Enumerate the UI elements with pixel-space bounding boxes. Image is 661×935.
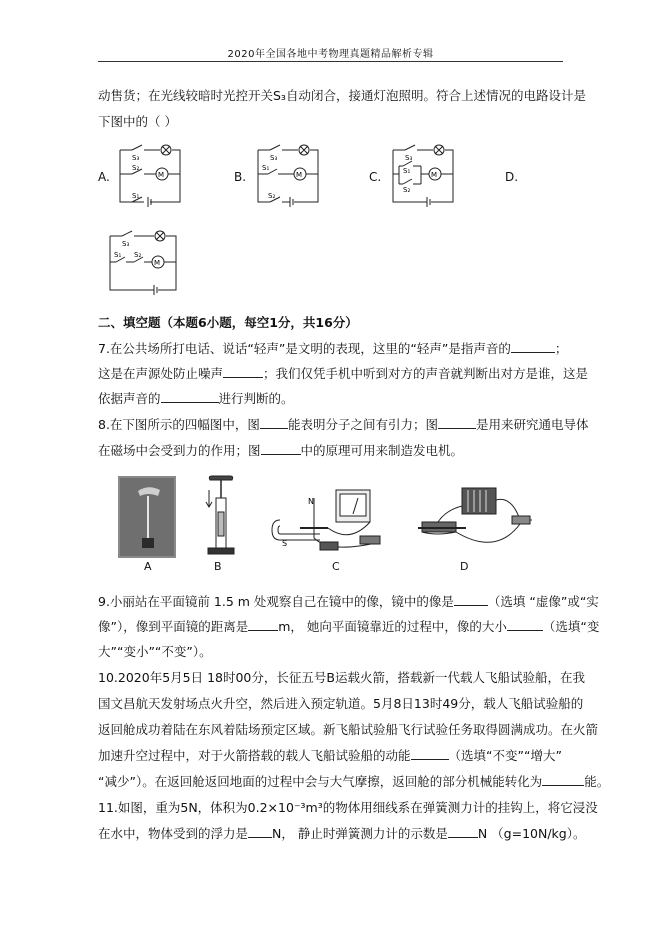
circuit-a-motor: M [158, 171, 165, 179]
header-divider [98, 61, 563, 62]
circuit-a-s3: S₃ [132, 154, 140, 162]
q11-text-2c: N （g=10N/kg）。 [477, 826, 586, 841]
q8-text-2a: 在磁场中会受到力的作用；图 [98, 443, 261, 458]
circuit-c-s3: S₃ [405, 154, 413, 162]
q7-text-2a: 这是在声源处防止噪声 [98, 366, 224, 381]
q7-text-2b: ；我们仅凭手机中听到对方的声音就判断出对方是谁，这是 [263, 366, 589, 381]
figure-a-image [118, 476, 176, 558]
circuit-b-s3: S₃ [270, 154, 278, 162]
circuit-d-s1: S₁ [114, 251, 122, 259]
q7-text-1b: ； [554, 341, 568, 356]
q11-text-2a: 在水中，物体受到的浮力是 [98, 826, 249, 841]
q9-line3: 大”“变小”“不变”）。 [98, 644, 212, 659]
q10-text-4a: 加速升空过程中，对于火箭搭载的载人飞船试验船的动能 [98, 748, 411, 763]
q7-line3 [98, 389, 294, 407]
q9-blank-1[interactable] [454, 594, 488, 606]
q6-line2: 下图中的（ ） [98, 114, 177, 129]
q9-text-1b: （选填 “虚像”或“实 [487, 594, 599, 609]
q7-blank-2[interactable] [223, 366, 263, 378]
q8-blank-2[interactable] [438, 417, 476, 429]
figure-d-caption: D [460, 560, 469, 573]
circuit-c-motor: M [431, 171, 438, 179]
circuit-d-s2: S₂ [134, 251, 142, 259]
q7-blank-3[interactable] [161, 391, 219, 403]
q7-line2 [98, 364, 588, 382]
q9-text-1a: 9.小丽站在平面镜前 1.5 m 处观察自己在镜中的像，镜中的像是 [98, 594, 454, 609]
q10-text-5b: 能。 [584, 774, 610, 789]
q10-line5 [98, 772, 609, 790]
circuit-a-s2: S₂ [132, 164, 140, 172]
circuit-c-diagram [385, 140, 457, 210]
figure-b-caption: B [214, 560, 222, 573]
figure-a-caption: A [144, 560, 152, 573]
option-c-label: C. [369, 170, 382, 184]
figure-b-image [198, 472, 242, 560]
q10-line4 [98, 746, 562, 764]
circuit-b-diagram [250, 140, 322, 210]
q8-line1 [98, 415, 588, 433]
q10-line1: 10.2020年5月5日 18时00分，长征五号B运载火箭，搭载新一代载人飞船试验船，在我 [98, 670, 585, 685]
q7-text-3a: 依据声音的 [98, 391, 161, 406]
q11-text-2b: N， 静止时弹簧测力计的示数是 [272, 826, 448, 841]
q8-line2 [98, 441, 463, 459]
circuit-a-s1: S₁ [132, 192, 140, 200]
q8-text-1a: 8.在下图所示的四幅图中，图 [98, 417, 260, 432]
circuit-c-s1: S₁ [403, 167, 411, 175]
circuit-b-s1: S₁ [262, 164, 270, 172]
q11-line1: 11.如图，重为5N，体积为0.2×10⁻³m³的物体用细线系在弹簧测力计的挂钩上，将它浸没 [98, 800, 598, 815]
figure-c-n-label: N [308, 497, 314, 506]
circuit-d-s3: S₃ [122, 240, 130, 248]
q10-text-4b: （选填“不变”“增大” [448, 748, 562, 763]
figure-c-s-label: S [282, 539, 288, 548]
q7-text-1a: 7.在公共场所打电话、说话“轻声”是文明的表现，这里的“轻声”是指声音的 [98, 341, 511, 356]
q9-blank-2[interactable] [248, 619, 278, 631]
q10-blank-1[interactable] [411, 748, 449, 760]
q9-blank-3[interactable] [507, 619, 543, 631]
option-a-label: A. [98, 170, 110, 184]
q8-blank-1[interactable] [260, 417, 288, 429]
q8-blank-3[interactable] [261, 443, 301, 455]
figure-c-caption: C [332, 560, 340, 573]
q10-text-5a: “减少”）。在返回舱返回地面的过程中会与大气摩擦，返回舱的部分机械能转化为 [98, 774, 543, 789]
q9-text-2b: m， 她向平面镜靠近的过程中，像的大小 [278, 619, 507, 634]
q7-blank-1[interactable] [511, 341, 555, 353]
section-2-title: 二、填空题（本题6小题，每空1分，共16分） [98, 315, 358, 330]
q10-blank-2[interactable] [542, 774, 584, 786]
figure-c-image [270, 484, 386, 558]
q8-text-1b: 能表明分子之间有引力；图 [287, 417, 438, 432]
circuit-d-motor: M [154, 259, 161, 267]
q8-text-1c: 是用来研究通电导体 [475, 417, 589, 432]
q10-line2: 国文昌航天发射场点火升空，然后进入预定轨道。5月8日13时49分，载人飞船试验船的 [98, 696, 584, 711]
q8-text-2b: 中的原理可用来制造发电机。 [300, 443, 464, 458]
q6-line1: 动售货；在光线较暗时光控开关S₃自动闭合，接通灯泡照明。符合上述情况的电路设计是 [98, 88, 586, 103]
q9-text-2c: （选填“变 [542, 619, 600, 634]
circuit-b-s2: S₂ [268, 192, 276, 200]
q9-line2 [98, 617, 599, 635]
q11-line2 [98, 824, 585, 842]
option-d-label: D. [505, 170, 519, 184]
circuit-d-diagram [102, 226, 182, 298]
q7-line1 [98, 339, 567, 357]
option-b-label: B. [234, 170, 247, 184]
q9-line1 [98, 592, 599, 610]
q9-text-2a: 像”），像到平面镜的距离是 [98, 619, 249, 634]
q11-blank-1[interactable] [248, 826, 272, 838]
figure-d-image [416, 486, 534, 556]
q11-blank-2[interactable] [448, 826, 478, 838]
circuit-a-diagram [112, 140, 184, 210]
circuit-c-s2: S₂ [403, 186, 411, 194]
q7-text-3b: 进行判断的。 [218, 391, 294, 406]
page-header: 2020年全国各地中考物理真题精品解析专辑 [227, 49, 434, 60]
q10-line3: 返回舱成功着陆在东风着陆场预定区域。新飞船试验船飞行试验任务取得圆满成功。在火箭 [98, 722, 599, 737]
circuit-b-motor: M [296, 171, 303, 179]
